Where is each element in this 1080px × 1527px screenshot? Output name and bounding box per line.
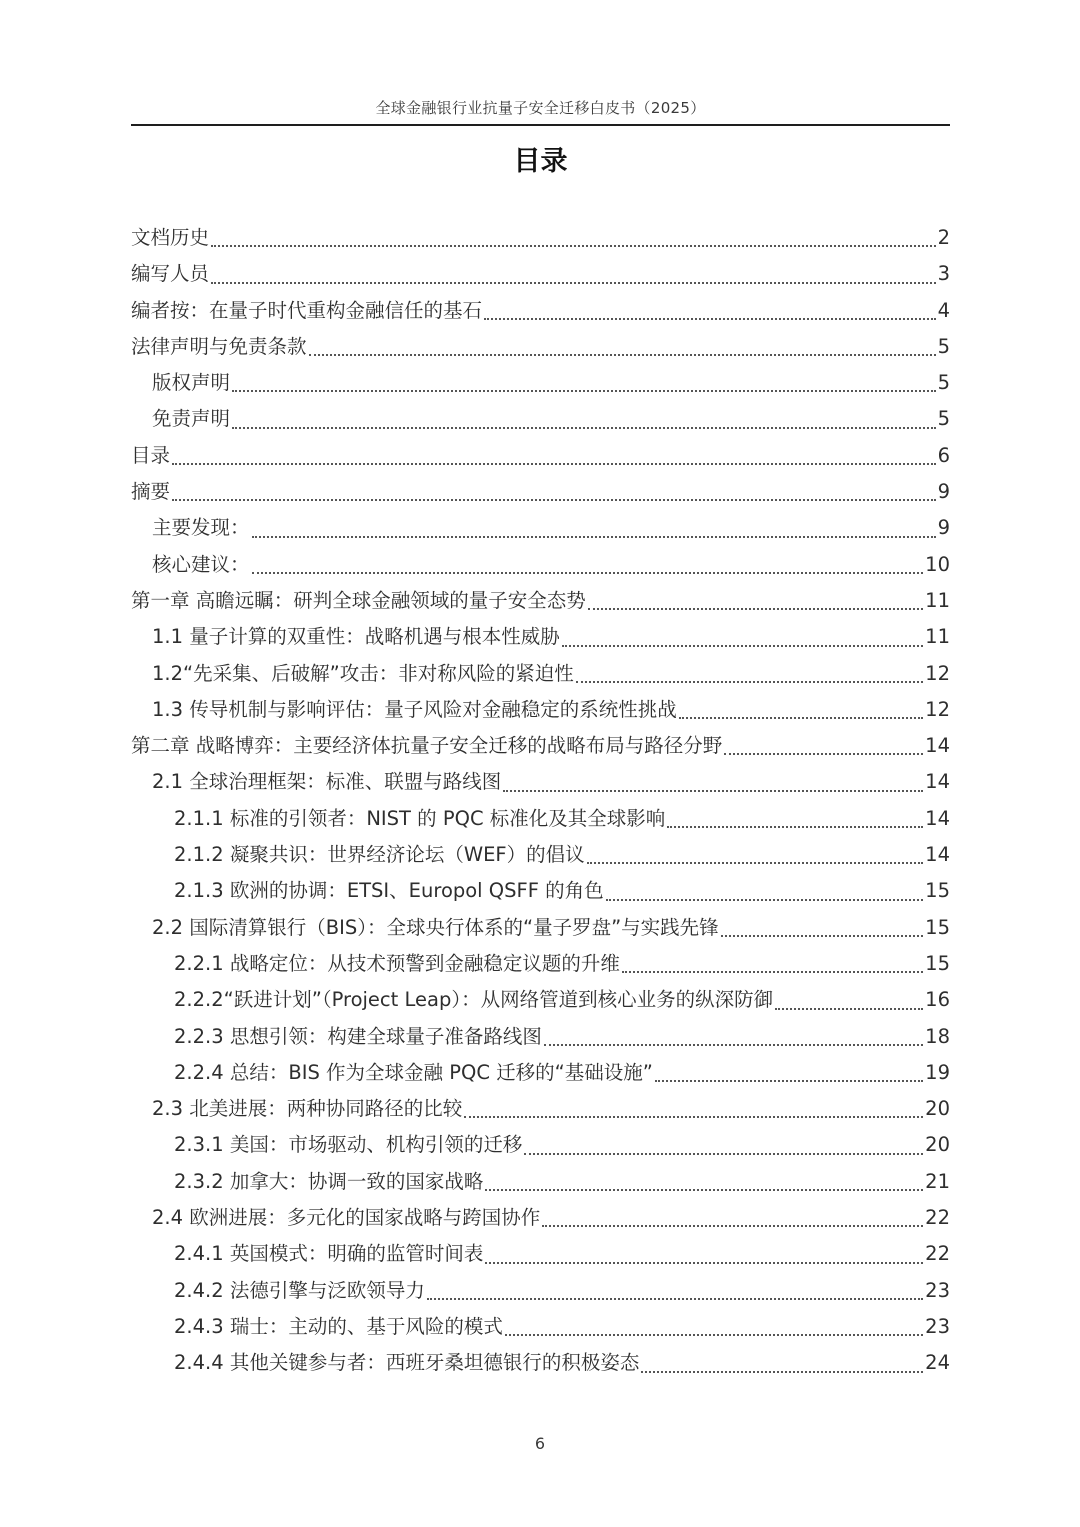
toc-entry-page: 3	[937, 262, 950, 286]
toc-entry[interactable]	[131, 1200, 950, 1236]
toc-entry[interactable]	[131, 1019, 950, 1055]
toc-dot-leader	[622, 971, 923, 973]
toc-entry[interactable]	[131, 946, 950, 982]
toc-dot-leader	[641, 1371, 923, 1373]
toc-entry-page: 22	[925, 1206, 950, 1230]
toc-entry-title: 免责声明	[152, 407, 231, 431]
toc-entry-page: 15	[925, 879, 950, 903]
toc-entry[interactable]	[131, 837, 950, 873]
toc-dot-leader	[485, 1189, 923, 1191]
toc-entry-title: 2.3.2 加拿大：协调一致的国家战略	[174, 1169, 484, 1193]
toc-dot-leader	[172, 499, 936, 501]
toc-entry[interactable]	[131, 1164, 950, 1200]
toc-dot-leader	[427, 1298, 923, 1300]
toc-entry[interactable]	[131, 256, 950, 292]
toc-dot-leader	[484, 318, 936, 320]
toc-dot-leader	[576, 681, 923, 683]
toc-entry-title: 2.2.3 思想引领：构建全球量子准备路线图	[174, 1024, 542, 1048]
toc-entry-page: 15	[925, 951, 950, 975]
toc-entry-title: 2.2.2“跃进计划”（Project Leap）：从网络管道到核心业务的纵深防御	[174, 988, 774, 1012]
toc-entry-page: 15	[925, 915, 950, 939]
toc-entry-title: 2.4.4 其他关键参与者：西班牙桑坦德银行的积极姿态	[174, 1351, 640, 1375]
toc-entry[interactable]	[131, 438, 950, 474]
toc-entry-page: 19	[925, 1060, 950, 1084]
toc-entry[interactable]	[131, 547, 950, 583]
toc-entry-page: 21	[925, 1169, 950, 1193]
toc-entry-title: 2.3.1 美国：市场驱动、机构引领的迁移	[174, 1133, 523, 1157]
toc-dot-leader	[588, 608, 923, 610]
toc-dot-leader	[587, 862, 924, 864]
toc-entry[interactable]	[131, 764, 950, 800]
toc-entry-page: 11	[925, 625, 950, 649]
toc-entry-page: 23	[925, 1278, 950, 1302]
toc-entry-title: 核心建议：	[152, 552, 250, 576]
toc-entry-page: 24	[925, 1351, 950, 1375]
toc-entry-page: 14	[925, 806, 950, 830]
toc-entry-page: 20	[925, 1097, 950, 1121]
toc-entry-title: 2.1.3 欧洲的协调：ETSI、Europol QSFF 的角色	[174, 879, 604, 903]
toc-dot-leader	[252, 572, 924, 574]
toc-entry[interactable]	[131, 510, 950, 546]
toc-entry-title: 编者按：在量子时代重构金融信任的基石	[131, 298, 483, 322]
toc-entry-page: 11	[925, 588, 950, 612]
toc-entry[interactable]	[131, 365, 950, 401]
toc-entry-title: 第一章 高瞻远瞩：研判全球金融领域的量子安全态势	[131, 588, 586, 612]
toc-dot-leader	[485, 1262, 923, 1264]
toc-entry-title: 摘要	[131, 480, 171, 504]
toc-entry[interactable]	[131, 474, 950, 510]
toc-entry-title: 2.2.4 总结：BIS 作为全球金融 PQC 迁移的“基础设施”	[174, 1060, 653, 1084]
toc-entry[interactable]	[131, 1236, 950, 1272]
toc-entry-title: 2.1.2 凝聚共识：世界经济论坛（WEF）的倡议	[174, 843, 585, 867]
toc-entry[interactable]	[131, 293, 950, 329]
toc-entry[interactable]	[131, 401, 950, 437]
toc-dot-leader	[211, 245, 936, 247]
toc-dot-leader	[679, 717, 923, 719]
toc-entry-title: 2.4.1 英国模式：明确的监管时间表	[174, 1242, 484, 1266]
toc-dot-leader	[667, 826, 923, 828]
toc-dot-leader	[172, 463, 936, 465]
toc-entry-title: 2.1 全球治理框架：标准、联盟与路线图	[152, 770, 502, 794]
toc-entry-page: 4	[937, 298, 950, 322]
toc-entry-title: 2.2 国际清算银行（BIS）：全球央行体系的“量子罗盘”与实践先锋	[152, 915, 719, 939]
toc-entry-title: 第二章 战略博弈：主要经济体抗量子安全迁移的战略布局与路径分野	[131, 734, 723, 758]
toc-dot-leader	[232, 427, 936, 429]
toc-dot-leader	[562, 645, 923, 647]
toc-entry-page: 5	[937, 371, 950, 395]
toc-dot-leader	[503, 790, 923, 792]
toc-dot-leader	[721, 935, 924, 937]
toc-title: 目录	[513, 146, 568, 177]
toc-entry-title: 目录	[131, 443, 171, 467]
toc-dot-leader	[505, 1334, 923, 1336]
toc-entry-title: 2.2.1 战略定位：从技术预警到金融稳定议题的升维	[174, 951, 620, 975]
toc-dot-leader	[724, 753, 923, 755]
toc-entry[interactable]	[131, 1055, 950, 1091]
toc-entry-page: 20	[925, 1133, 950, 1157]
toc-entry-title: 2.1.1 标准的引领者：NIST 的 PQC 标准化及其全球影响	[174, 806, 666, 830]
toc-entry-page: 6	[937, 443, 950, 467]
toc-dot-leader	[542, 1225, 923, 1227]
toc-entry-page: 5	[937, 334, 950, 358]
toc-entry-page: 14	[925, 843, 950, 867]
toc-entry-page: 10	[925, 552, 950, 576]
toc-entry-page: 22	[925, 1242, 950, 1266]
toc-entry[interactable]	[131, 220, 950, 256]
toc-entry-title: 2.4.3 瑞士：主动的、基于风险的模式	[174, 1314, 503, 1338]
toc-entry[interactable]	[131, 1127, 950, 1163]
toc-entry-title: 2.4 欧洲进展：多元化的国家战略与跨国协作	[152, 1206, 541, 1230]
toc-entry-title: 2.3 北美进展：两种协同路径的比较	[152, 1097, 463, 1121]
table-of-contents	[131, 220, 950, 1382]
toc-entry-page: 23	[925, 1314, 950, 1338]
toc-entry-page: 18	[925, 1024, 950, 1048]
toc-entry[interactable]	[131, 656, 950, 692]
toc-entry[interactable]	[131, 982, 950, 1018]
page-number: 6	[534, 1434, 546, 1453]
toc-entry-title: 法律声明与免责条款	[131, 334, 307, 358]
toc-entry-page: 9	[937, 480, 950, 504]
toc-entry[interactable]	[131, 1345, 950, 1381]
toc-entry[interactable]	[131, 329, 950, 365]
toc-dot-leader	[544, 1044, 923, 1046]
toc-dot-leader	[232, 390, 936, 392]
toc-dot-leader	[524, 1153, 923, 1155]
toc-entry[interactable]	[131, 873, 950, 909]
toc-entry-page: 14	[925, 734, 950, 758]
toc-dot-leader	[309, 354, 936, 356]
toc-entry-title: 1.3 传导机制与影响评估：量子风险对金融稳定的系统性挑战	[152, 697, 677, 721]
toc-entry[interactable]	[131, 910, 950, 946]
toc-dot-leader	[606, 899, 924, 901]
toc-entry[interactable]	[131, 728, 950, 764]
toc-entry[interactable]	[131, 619, 950, 655]
toc-dot-leader	[464, 1116, 923, 1118]
toc-entry-title: 文档历史	[131, 226, 210, 249]
toc-entry[interactable]	[131, 1091, 950, 1127]
toc-entry-title: 2.4.2 法德引擎与泛欧领导力	[174, 1278, 425, 1302]
toc-entry[interactable]	[131, 1273, 950, 1309]
toc-entry-title: 编写人员	[131, 262, 210, 286]
toc-entry[interactable]	[131, 801, 950, 837]
toc-entry-title: 1.1 量子计算的双重性：战略机遇与根本性威胁	[152, 625, 560, 649]
toc-entry-page: 2	[937, 226, 950, 249]
toc-entry-page: 12	[925, 661, 950, 685]
toc-dot-leader	[211, 282, 936, 284]
toc-entry[interactable]	[131, 583, 950, 619]
toc-entry-title: 1.2“先采集、后破解”攻击：非对称风险的紧迫性	[152, 661, 574, 685]
toc-entry-page: 5	[937, 407, 950, 431]
header-divider	[131, 124, 950, 126]
toc-dot-leader	[775, 1008, 923, 1010]
running-header: 全球金融银行业抗量子安全迁移白皮书（2025）	[375, 99, 706, 117]
toc-entry[interactable]	[131, 1309, 950, 1345]
toc-entry-title: 版权声明	[152, 371, 231, 395]
toc-entry-title: 主要发现：	[152, 516, 250, 540]
toc-dot-leader	[655, 1080, 923, 1082]
toc-entry-page: 12	[925, 697, 950, 721]
toc-dot-leader	[252, 536, 936, 538]
toc-entry-page: 9	[937, 516, 950, 540]
toc-entry[interactable]	[131, 692, 950, 728]
toc-entry-page: 14	[925, 770, 950, 794]
toc-entry-page: 16	[925, 988, 950, 1012]
